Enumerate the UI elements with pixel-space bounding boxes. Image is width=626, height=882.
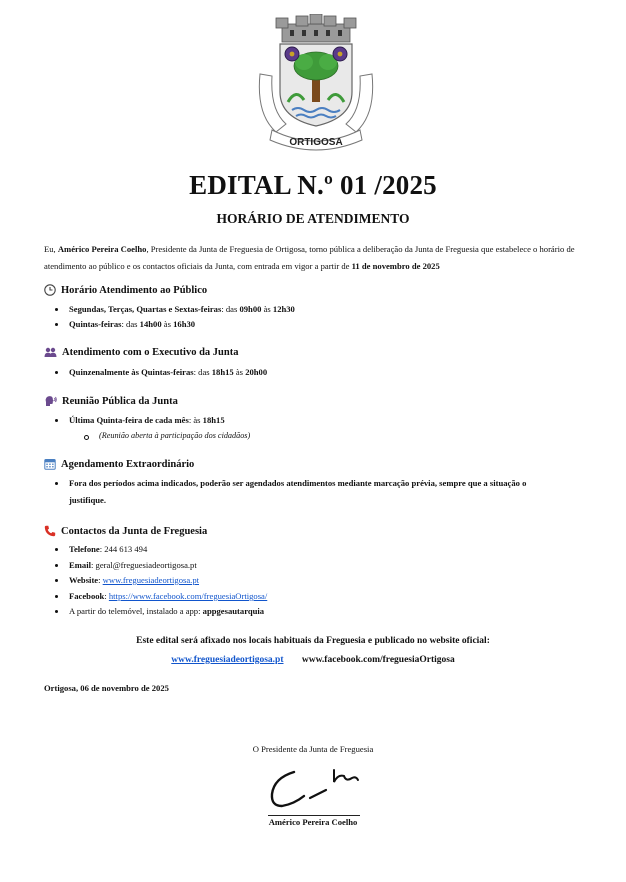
section-heading-public-hours: Horário Atendimento ao Público: [44, 284, 207, 296]
speaking-head-icon: [44, 395, 57, 407]
section-heading-contacts: Contactos da Junta de Freguesia: [44, 525, 207, 537]
people-icon: [44, 347, 57, 358]
section-heading-executive: Atendimento com o Executivo da Junta: [44, 347, 238, 358]
coat-of-arms-emblem: [246, 14, 386, 154]
signatory-name: Américo Pereira Coelho: [268, 817, 358, 827]
meeting-note: (Reunião aberta à participação dos cidadãos): [85, 429, 250, 443]
list-item: Quinzenalmente às Quintas-feiras: das 18h15 às 20h00: [57, 364, 577, 381]
section-heading-meeting: Reunião Pública da Junta: [44, 395, 178, 407]
phone-number: 244 613 494: [104, 544, 148, 554]
list-item: Segundas, Terças, Quartas e Sextas-feiras: das 09h00 às 12h30: [57, 301, 577, 318]
place-and-date: Ortigosa, 06 de novembro de 2025: [44, 683, 169, 693]
list-item-phone: Telefone: 244 613 494: [57, 541, 577, 558]
calendar-icon: [44, 458, 56, 470]
website-link[interactable]: www.freguesiadeortigosa.pt: [102, 575, 200, 585]
edital-subtitle: HORÁRIO DE ATENDIMENTO: [216, 211, 410, 226]
closing-facebook-text: www.facebook.com/freguesiaOrtigosa: [301, 655, 455, 665]
list-item-app: A partir do telemóvel, instalado a app: appgesautarquia: [57, 603, 577, 620]
effective-date: 11 de novembro de 2025: [351, 261, 440, 271]
phone-icon: [44, 525, 56, 537]
list-item: Quintas-feiras: das 14h00 às 16h30: [57, 316, 577, 333]
list-item: Última Quinta-feira de cada mês: às 18h15: [57, 412, 577, 429]
list-item: Fora dos períodos acima indicados, poderão ser agendados atendimentos mediante marcação prévia, sempre que a situação o justifique.: [57, 475, 562, 509]
crest-label: ORTIGOSA: [289, 137, 343, 148]
edital-title: EDITAL N.º 01 /2025: [189, 170, 437, 200]
list-item-facebook: Facebook: https://www.facebook.com/freguesiaOrtigosa/: [57, 588, 577, 605]
intro-paragraph: Eu, Américo Pereira Coelho, Presidente da Junta de Freguesia de Ortigosa, torno pública a deliberação da Junta de Freguesia que estabelece o horário de atendimento ao público e os contactos oficiais da Junta, com entrada em vigor a partir de 11 de novembro de 2025: [44, 244, 575, 271]
section-heading-extraordinary: Agendamento Extraordinário: [44, 458, 194, 470]
signature-role: O Presidente da Junta de Freguesia: [252, 744, 374, 754]
signature-line: [268, 815, 360, 816]
closing-statement: Este edital será afixado nos locais habituais da Freguesia e publicado no website oficial:: [136, 636, 490, 646]
handwritten-signature: [264, 760, 364, 815]
president-name: Américo Pereira Coelho: [57, 244, 147, 254]
facebook-link[interactable]: https://www.facebook.com/freguesiaOrtigosa/: [108, 591, 268, 601]
list-item-website: Website: www.freguesiadeortigosa.pt: [57, 572, 577, 589]
app-name: appgesautarquia: [202, 606, 265, 616]
list-item-email: Email: geral@freguesiadeortigosa.pt: [57, 557, 577, 574]
clock-icon: [44, 284, 56, 296]
closing-links: [0, 655, 626, 665]
closing-website-link[interactable]: www.freguesiadeortigosa.pt: [171, 655, 284, 665]
email-address: geral@freguesiadeortigosa.pt: [95, 560, 197, 570]
